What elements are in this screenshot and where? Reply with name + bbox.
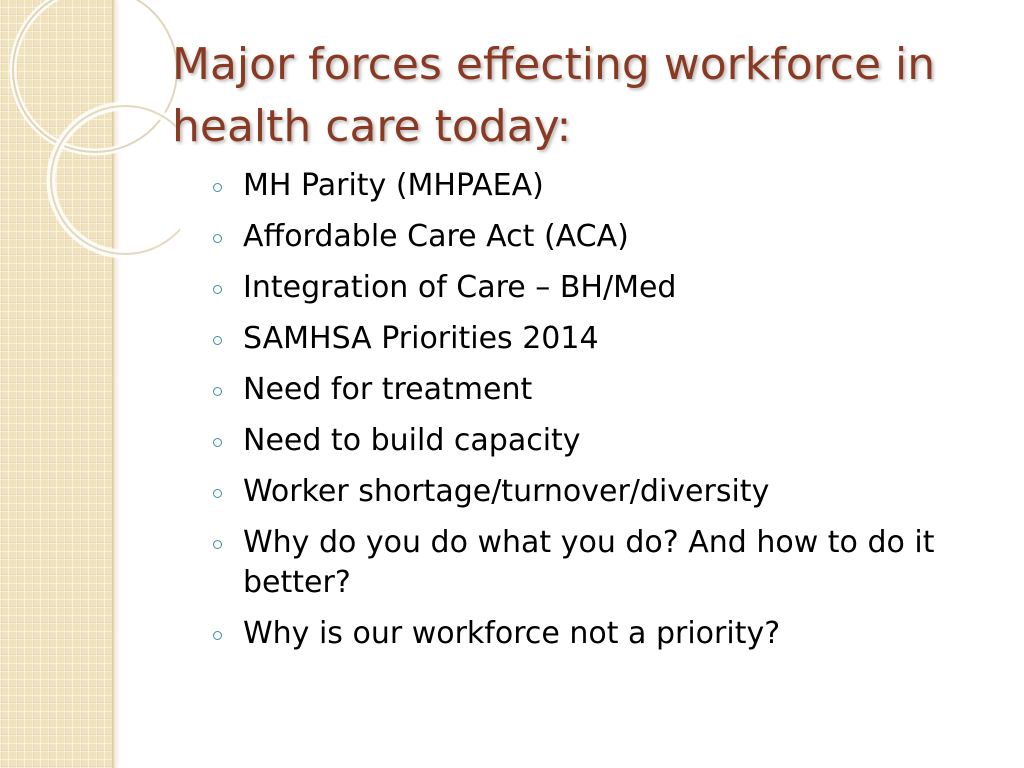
bullet-circle-icon <box>213 285 222 294</box>
bullet-text: Why do you do what you do? And how to do it better? <box>243 525 935 600</box>
list-item <box>213 614 993 654</box>
bullet-text: Need for treatment <box>243 372 533 407</box>
bullet-circle-icon <box>213 387 222 396</box>
bullet-text: Worker shortage/turnover/diversity <box>243 474 770 509</box>
list-item <box>213 217 993 257</box>
bullet-text: Need to build capacity <box>243 423 581 458</box>
bullet-text: Why is our workforce not a priority? <box>243 616 781 651</box>
bullet-text: MH Parity (MHPAEA) <box>243 168 544 203</box>
list-item <box>213 319 993 359</box>
list-item <box>213 472 993 512</box>
bullet-circle-icon <box>213 183 222 192</box>
bullet-circle-icon <box>213 336 222 345</box>
list-item <box>213 523 993 603</box>
bullet-circle-icon <box>213 234 222 243</box>
bullet-list <box>213 166 993 665</box>
list-item <box>213 370 993 410</box>
list-item <box>213 421 993 461</box>
list-item <box>213 166 993 206</box>
slide-title: Major forces effecting workforce in health care today: <box>172 39 936 152</box>
list-item <box>213 268 993 308</box>
decorative-rings-icon <box>0 0 180 260</box>
bullet-text: Integration of Care – BH/Med <box>243 270 677 305</box>
bullet-text: Affordable Care Act (ACA) <box>243 219 629 254</box>
bullet-circle-icon <box>213 438 222 447</box>
bullet-circle-icon <box>213 631 222 640</box>
bullet-circle-icon <box>213 540 222 549</box>
bullet-text: SAMHSA Priorities 2014 <box>243 321 599 356</box>
bullet-circle-icon <box>213 489 222 498</box>
